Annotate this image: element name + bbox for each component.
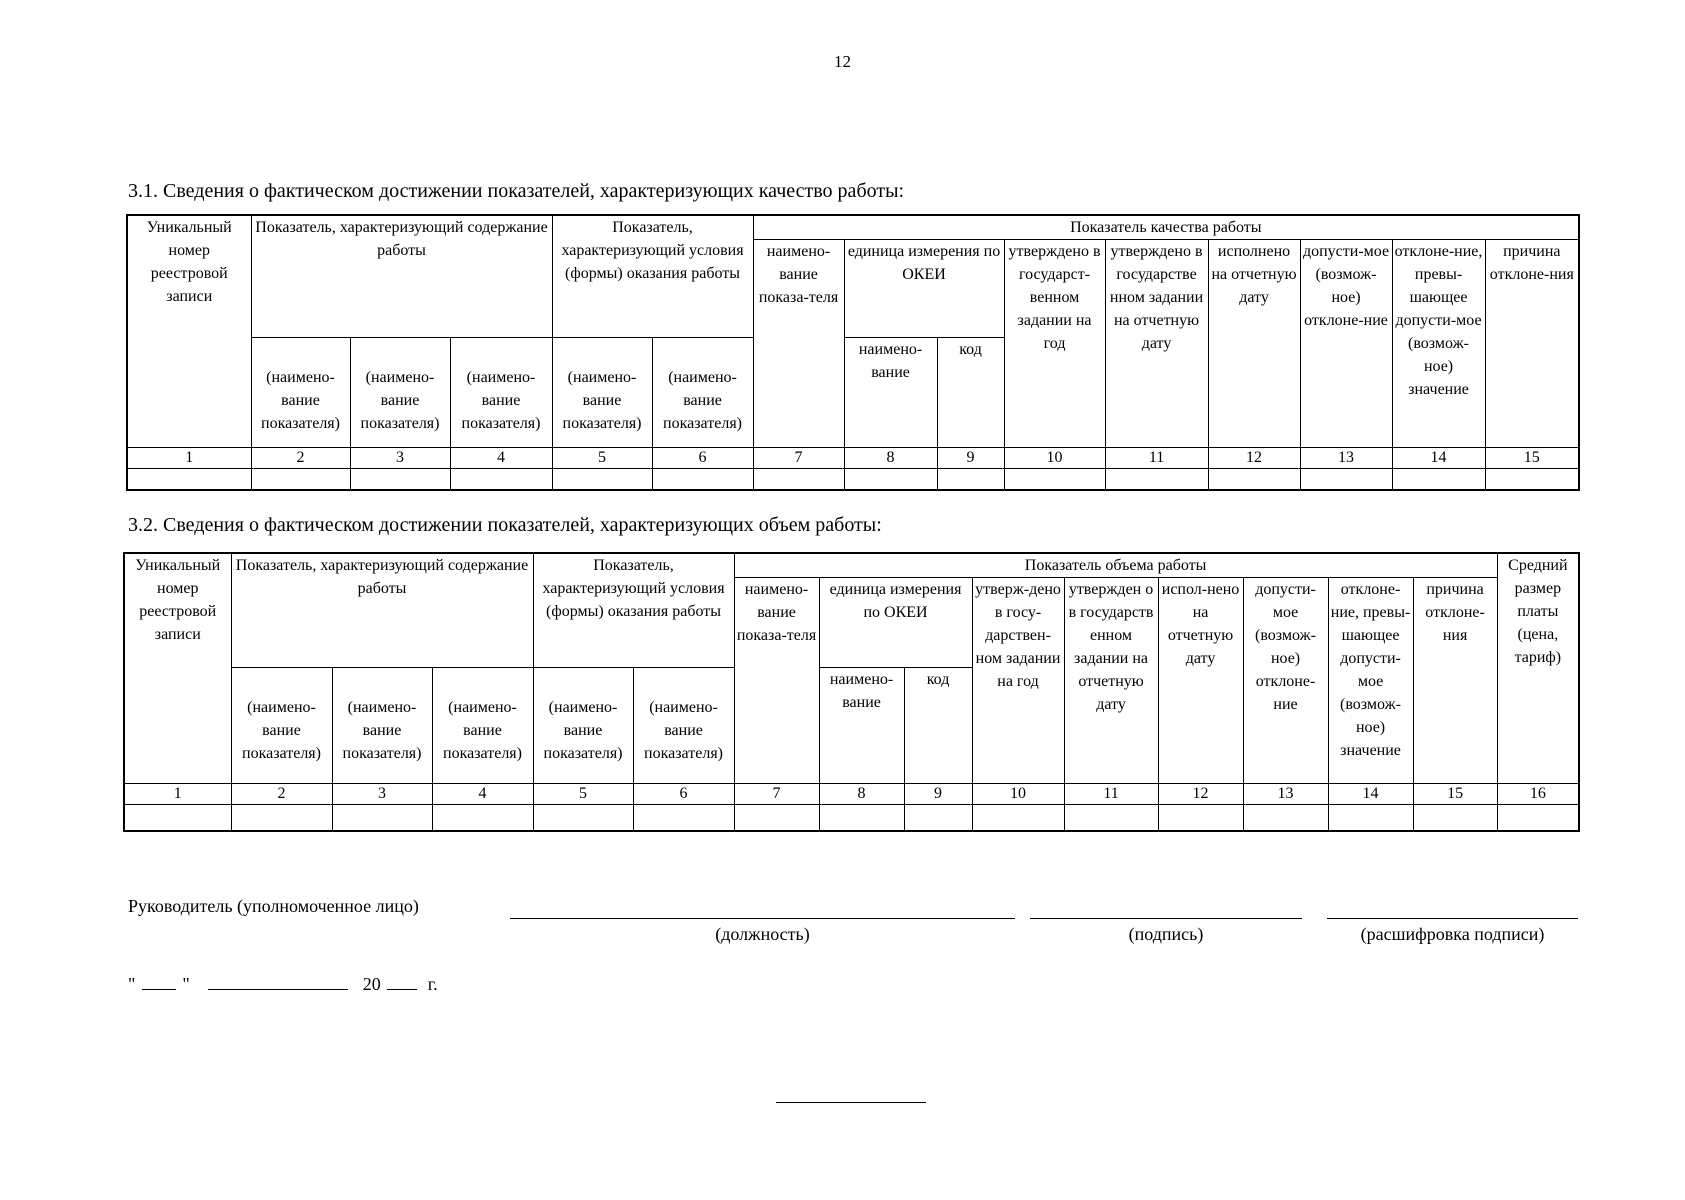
data-cell[interactable] [1497, 805, 1579, 831]
data-cell[interactable] [1064, 805, 1158, 831]
column-number: 14 [1328, 784, 1413, 805]
volume-indicators-table [123, 552, 1580, 832]
position-caption: (должность) [715, 924, 810, 944]
sub-indicator-name: (наимено-вание показателя) [450, 338, 552, 448]
column-number: 8 [819, 784, 904, 805]
data-cell[interactable] [1413, 805, 1497, 831]
data-cell[interactable] [124, 805, 231, 831]
data-cell[interactable] [533, 805, 633, 831]
column-number: 6 [652, 448, 753, 469]
column-number: 15 [1413, 784, 1497, 805]
year-suffix: г. [427, 974, 438, 994]
data-cell[interactable] [904, 805, 972, 831]
signature-caption: (подпись) [1128, 924, 1204, 944]
column-number: 16 [1497, 784, 1579, 805]
data-cell[interactable] [1328, 805, 1413, 831]
header-volume-group: Показатель объема работы [734, 553, 1497, 578]
header-excess-deviation: отклоне-ние, превы-шающее допусти-мое (возмож-ное) значение [1328, 578, 1413, 784]
position-line[interactable] [510, 918, 1015, 919]
data-cell[interactable] [432, 805, 533, 831]
header-unit-code: код [937, 338, 1004, 448]
column-number: 11 [1064, 784, 1158, 805]
header-indicator-name: наимено-вание показа-теля [734, 578, 819, 784]
header-conditions-indicator: Показатель, характеризующий условия (формы) оказания работы [533, 553, 734, 668]
column-number: 2 [251, 448, 350, 469]
header-approved-date: утвержден о в государств енном задании на отчетную дату [1064, 578, 1158, 784]
data-cell[interactable] [350, 469, 450, 491]
column-number: 10 [1004, 448, 1105, 469]
sub-indicator-name: (наимено-вание показателя) [332, 668, 432, 784]
header-okei-unit: единица измерения по ОКЕИ [819, 578, 972, 668]
data-cell[interactable] [127, 469, 251, 491]
header-excess-deviation: отклоне-ние, превы-шающее допусти-мое (возмож-ное) значение [1392, 240, 1485, 448]
data-cell[interactable] [231, 805, 332, 831]
column-number: 7 [734, 784, 819, 805]
data-cell[interactable] [450, 469, 552, 491]
section-2-title: 3.2. Сведения о фактическом достижении показателей, характеризующих объем работы: [128, 514, 882, 536]
data-cell[interactable] [937, 469, 1004, 491]
header-deviation-reason: причина отклоне-ния [1485, 240, 1579, 448]
header-executed: испол-нено на отчетную дату [1158, 578, 1243, 784]
day-blank[interactable] [142, 975, 176, 990]
column-number: 15 [1485, 448, 1579, 469]
sub-indicator-name: (наимено-вание показателя) [552, 338, 652, 448]
month-blank[interactable] [208, 975, 348, 990]
header-approved-year: утверждено в государст-венном задании на год [1004, 240, 1105, 448]
data-cell[interactable] [972, 805, 1064, 831]
signature-line[interactable] [1030, 918, 1302, 919]
sub-indicator-name: (наимено-вание показателя) [231, 668, 332, 784]
data-cell[interactable] [1105, 469, 1208, 491]
column-number: 10 [972, 784, 1064, 805]
column-number: 9 [937, 448, 1004, 469]
header-unit-name: наимено-вание [819, 668, 904, 784]
quality-indicators-table [126, 214, 1580, 491]
data-cell[interactable] [819, 805, 904, 831]
header-unique-number: Уникальный номер реестровой записи [127, 215, 251, 448]
decoding-caption: (расшифровка подписи) [1360, 924, 1545, 944]
decoding-line[interactable] [1327, 918, 1578, 919]
header-approved-date: утверждено в государстве нном задании на отчетную дату [1105, 240, 1208, 448]
data-cell[interactable] [1158, 805, 1243, 831]
header-content-indicator: Показатель, характеризующий содержание работы [231, 553, 533, 668]
column-number: 7 [753, 448, 844, 469]
header-okei-unit: единица измерения по ОКЕИ [844, 240, 1004, 338]
data-cell[interactable] [753, 469, 844, 491]
header-indicator-name: наимено-вание показа-теля [753, 240, 844, 448]
data-cell[interactable] [251, 469, 350, 491]
data-cell[interactable] [1208, 469, 1300, 491]
data-cell[interactable] [734, 805, 819, 831]
column-number: 12 [1158, 784, 1243, 805]
open-quote: " [128, 974, 136, 994]
data-cell[interactable] [1485, 469, 1579, 491]
sub-indicator-name: (наимено-вание показателя) [432, 668, 533, 784]
sub-indicator-name: (наимено-вание показателя) [251, 338, 350, 448]
data-cell[interactable] [652, 469, 753, 491]
column-number: 13 [1300, 448, 1392, 469]
data-cell[interactable] [1243, 805, 1328, 831]
sub-indicator-name: (наимено-вание показателя) [533, 668, 633, 784]
column-number: 6 [633, 784, 734, 805]
data-cell[interactable] [1300, 469, 1392, 491]
header-content-indicator: Показатель, характеризующий содержание работы [251, 215, 552, 338]
sub-indicator-name: (наимено-вание показателя) [350, 338, 450, 448]
data-cell[interactable] [1392, 469, 1485, 491]
column-number: 5 [533, 784, 633, 805]
column-number: 13 [1243, 784, 1328, 805]
data-cell[interactable] [633, 805, 734, 831]
year-prefix: 20 [362, 974, 381, 994]
data-cell[interactable] [332, 805, 432, 831]
footnote-separator [776, 1102, 926, 1103]
header-unit-code: код [904, 668, 972, 784]
header-deviation-reason: причина отклоне-ния [1413, 578, 1497, 784]
column-number: 1 [124, 784, 231, 805]
data-cell[interactable] [844, 469, 937, 491]
header-approved-year: утверж-дено в госу-дарствен-ном задании на год [972, 578, 1064, 784]
column-number: 12 [1208, 448, 1300, 469]
header-allowed-deviation: допусти-мое (возмож-ное) отклоне-ние [1243, 578, 1328, 784]
column-number: 11 [1105, 448, 1208, 469]
header-average-fee: Средний размер платы (цена, тариф) [1497, 553, 1579, 784]
column-number: 3 [332, 784, 432, 805]
header-unique-number: Уникальный номер реестровой записи [124, 553, 231, 784]
data-cell[interactable] [1004, 469, 1105, 491]
page-number: 12 [834, 52, 851, 71]
date-line [128, 974, 438, 995]
sub-indicator-name: (наимено-вание показателя) [633, 668, 734, 784]
signature-label: Руководитель (уполномоченное лицо) [128, 896, 419, 916]
close-quote: " [182, 974, 190, 994]
section-1-title: 3.1. Сведения о фактическом достижении показателей, характеризующих качество работы: [128, 180, 905, 202]
data-cell[interactable] [552, 469, 652, 491]
header-unit-name: наимено-вание [844, 338, 937, 448]
column-number: 14 [1392, 448, 1485, 469]
sub-indicator-name: (наимено-вание показателя) [652, 338, 753, 448]
column-number: 9 [904, 784, 972, 805]
column-number: 5 [552, 448, 652, 469]
column-number: 4 [432, 784, 533, 805]
column-number: 8 [844, 448, 937, 469]
column-number: 1 [127, 448, 251, 469]
column-number: 2 [231, 784, 332, 805]
year-blank[interactable] [387, 975, 417, 990]
column-number: 4 [450, 448, 552, 469]
header-conditions-indicator: Показатель, характеризующий условия (формы) оказания работы [552, 215, 753, 338]
column-number: 3 [350, 448, 450, 469]
header-allowed-deviation: допусти-мое (возмож-ное) отклоне-ние [1300, 240, 1392, 448]
header-executed: исполнено на отчетную дату [1208, 240, 1300, 448]
header-quality-group: Показатель качества работы [753, 215, 1579, 240]
